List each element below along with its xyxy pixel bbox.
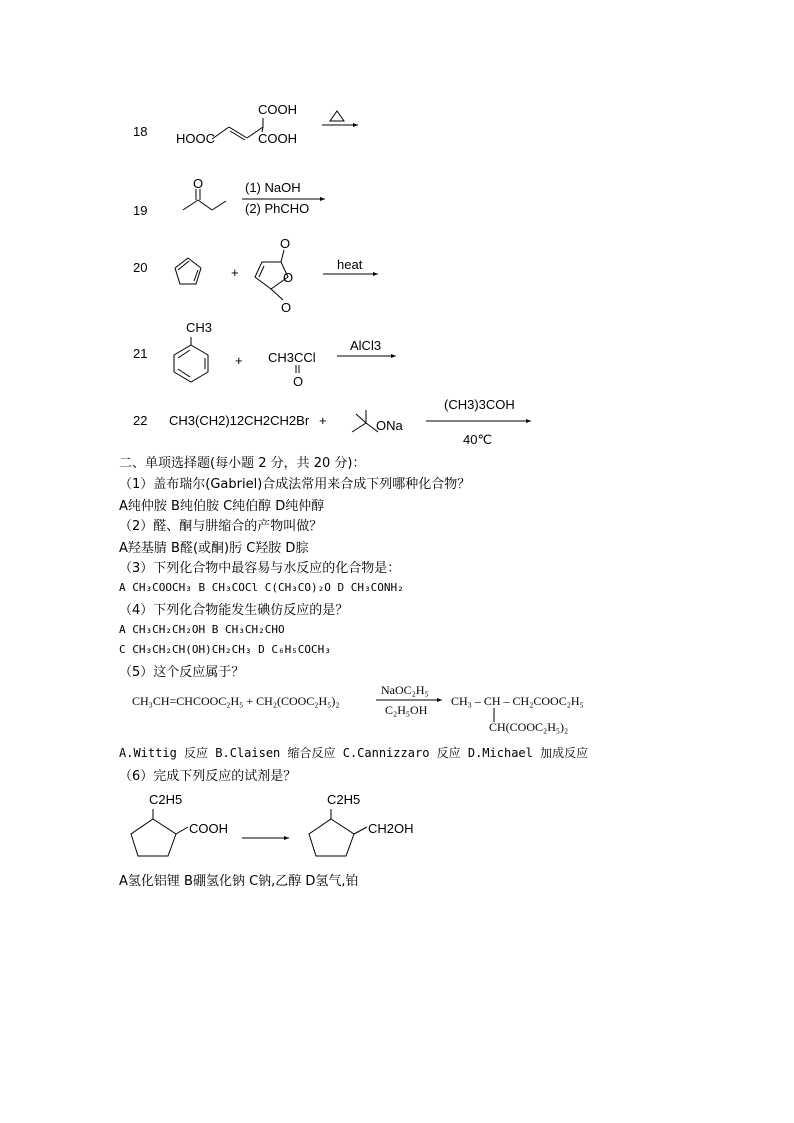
- question-4-options-ab: A CH₃CH₂CH₂OH B CH₃CH₂CHO: [119, 623, 285, 636]
- reaction-20-o-top: O: [280, 236, 291, 251]
- reaction-21-reagent-oxygen: O: [293, 374, 304, 389]
- question-5-product-branch: CH(COOC₂H₅)₂: [489, 720, 569, 734]
- question-1-stem: （1）盖布瑞尔(Gabriel)合成法常用来合成下列哪种化合物？: [119, 477, 471, 492]
- reaction-18-number: 18: [133, 124, 148, 139]
- reaction-21-plus: +: [235, 353, 243, 368]
- reaction-21-methyl: CH3: [186, 320, 213, 335]
- svg-text:O: O: [193, 176, 204, 191]
- reaction-19-reagent-2: (2) PhCHO: [245, 201, 310, 216]
- question-5-options: A.Wittig 反应 B.Claisen 缩合反应 C.Cannizzaro 反应 D.Michael 加成反应: [119, 746, 589, 760]
- reaction-18-hooc: HOOC: [176, 131, 215, 146]
- reaction-21-reagent: CH3CCl: [268, 350, 316, 365]
- reaction-21-catalyst: AlCl3: [350, 338, 382, 353]
- reaction-22-number: 22: [133, 413, 148, 428]
- question-5-reagent: NaOC₂H₅: [381, 683, 429, 697]
- question-3-options: A CH₃COOCH₃ B CH₃COCl C(CH₃CO)₂O D CH₃CONH₂: [119, 581, 404, 594]
- question-5-solvent: C₂H₅OH: [385, 703, 428, 717]
- question-4-stem: （4）下列化合物能发生碘仿反应的是？: [119, 603, 349, 618]
- reaction-18-cooh-right: COOH: [258, 131, 297, 146]
- question-5-reactants: CH₃CH=CHCOOC₂H₅ + CH₂(COOC₂H₅)₂: [132, 694, 340, 708]
- section-heading: 二、单项选择题(每小题 2 分，共 20 分)：: [119, 456, 366, 471]
- reaction-22-substrate: CH3(CH2)12CH2CH2Br: [169, 413, 310, 428]
- reaction-20-o-ring: O: [283, 270, 294, 285]
- question-6-right-group: CH2OH: [368, 821, 414, 836]
- question-6-left-group: COOH: [189, 821, 228, 836]
- reaction-20-o-bottom: O: [281, 300, 292, 315]
- question-4-options-cd: C CH₃CH₂CH(OH)CH₂CH₃ D C₆H₅COCH₃: [119, 643, 331, 656]
- question-5-product: CH₃ – CH – CH₂COOC₂H₅: [451, 694, 584, 708]
- reaction-22-solvent: (CH3)3COH: [444, 397, 515, 412]
- question-2-options: A羟基腈 B醛(或酮)肟 C羟胺 D腙: [119, 541, 309, 556]
- reaction-20-condition: heat: [337, 257, 363, 272]
- reaction-22-base: ONa: [376, 418, 403, 433]
- reaction-22-temperature: 40℃: [463, 432, 493, 447]
- question-3-stem: （3）下列化合物中最容易与水反应的化合物是：: [119, 561, 401, 576]
- question-6-right-substituent: C2H5: [327, 792, 361, 807]
- reaction-19-number: 19: [133, 203, 148, 218]
- question-2-stem: （2）醛、酮与肼缩合的产物叫做？: [119, 519, 323, 534]
- reaction-20-plus: +: [231, 265, 239, 280]
- reaction-22-plus: +: [319, 413, 327, 428]
- reaction-20-number: 20: [133, 260, 148, 275]
- reaction-18-cooh-top: COOH: [258, 102, 297, 117]
- question-6-left-substituent: C2H5: [149, 792, 183, 807]
- question-5-stem: （5）这个反应属于？: [119, 665, 245, 680]
- question-6-options: A氢化铝锂 B硼氢化钠 C钠,乙醇 D氢气,铂: [119, 874, 359, 889]
- reaction-21-number: 21: [133, 346, 148, 361]
- reaction-19-reagent-1: (1) NaOH: [245, 180, 301, 195]
- question-6-stem: （6）完成下列反应的试剂是？: [119, 769, 297, 784]
- question-1-options: A纯仲胺 B纯伯胺 C纯伯醇 D纯仲醇: [119, 499, 325, 514]
